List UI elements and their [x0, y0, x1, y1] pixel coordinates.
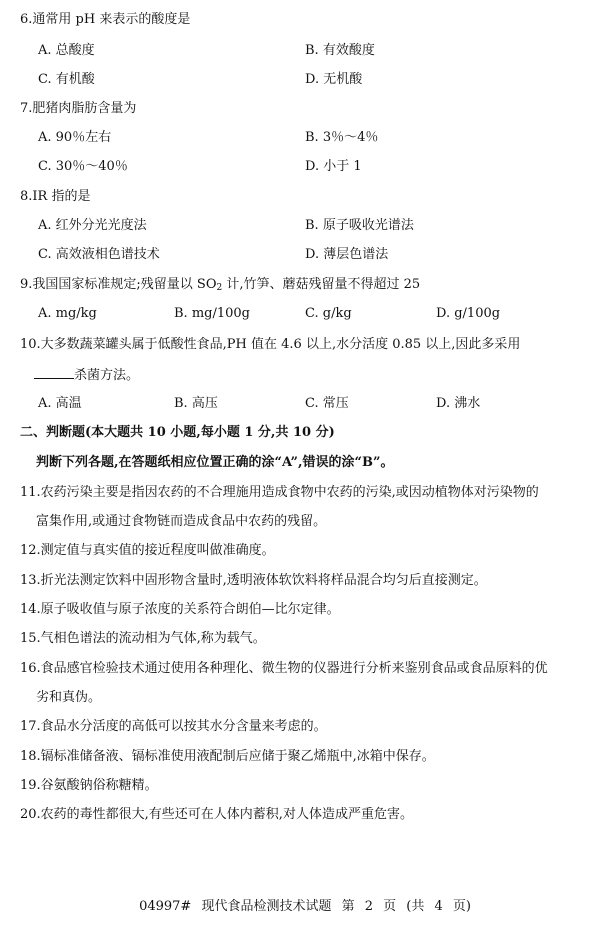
question-6-option-d: D. 无机酸: [305, 72, 363, 87]
question-6-stem: 6.通常用 pH 来表示的酸度是: [20, 12, 191, 27]
tf-item-11-line-2: 富集作用,或通过食物链而造成食品中农药的残留。: [36, 514, 327, 529]
question-9-option-d: D. g/100g: [436, 306, 501, 321]
tf-item-13: 13.折光法测定饮料中固形物含量时,透明液体软饮料将样品混合均匀后直接测定。: [20, 573, 487, 588]
question-6-option-c: C. 有机酸: [38, 72, 95, 87]
question-6-option-a: A. 总酸度: [38, 43, 95, 58]
tf-item-18: 18.镉标准储备液、镉标准使用液配制后应储于聚乙烯瓶中,冰箱中保存。: [20, 749, 435, 764]
question-10-stem-continued: 杀菌方法。: [20, 366, 139, 385]
question-10-option-c: C. 常压: [305, 396, 349, 411]
section-instruction: 判断下列各题,在答题纸相应位置正确的涂“A”,错误的涂“B”。: [36, 455, 394, 470]
question-7-stem: 7.肥猪肉脂肪含量为: [20, 101, 137, 116]
question-8-stem: 8.IR 指的是: [20, 189, 91, 204]
subscript-2: 2: [216, 283, 223, 293]
question-8-option-c: C. 高效液相色谱技术: [38, 247, 160, 262]
tf-item-16-line-1: 16.食品感官检验技术通过使用各种理化、微生物的仪器进行分析来鉴别食品或食品原料的优: [20, 661, 548, 676]
question-7-option-c: C. 30％～40％: [38, 159, 128, 174]
tf-item-11-line-1: 11.农药污染主要是指因农药的不合理施用造成食物中农药的污染,或因动植物体对污染物的: [20, 485, 539, 500]
tf-item-20: 20.农药的毒性都很大,有些还可在人体内蓄积,对人体造成严重危害。: [20, 807, 413, 822]
tf-item-15: 15.气相色谱法的流动相为气体,称为载气。: [20, 631, 266, 646]
tf-item-17: 17.食品水分活度的高低可以按其水分含量来考虑的。: [20, 719, 327, 734]
tf-item-14: 14.原子吸收值与原子浓度的关系符合朗伯—比尔定律。: [20, 602, 340, 617]
question-8-option-d: D. 薄层色谱法: [305, 247, 389, 262]
question-10-option-d: D. 沸水: [436, 396, 481, 411]
question-7-option-b: B. 3％～4％: [305, 130, 379, 145]
question-7-option-a: A. 90％左右: [38, 130, 112, 145]
tf-item-12: 12.测定值与真实值的接近程度叫做准确度。: [20, 543, 275, 558]
question-8-option-b: B. 原子吸收光谱法: [305, 218, 414, 233]
question-8-option-a: A. 红外分光光度法: [38, 218, 147, 233]
question-9-option-b: B. mg/100g: [174, 306, 250, 321]
question-7-option-d: D. 小于 1: [305, 159, 362, 174]
question-10-option-a: A. 高温: [38, 396, 82, 411]
question-9-option-a: A. mg/kg: [38, 306, 97, 321]
tf-item-19: 19.谷氨酸钠俗称糖精。: [20, 778, 158, 793]
question-6-option-b: B. 有效酸度: [305, 43, 375, 58]
tf-item-16-line-2: 劣和真伪。: [36, 690, 102, 705]
question-9-stem: 9.我国国家标准规定;残留量以 $SO_2$ 计,竹笋、蘑菇残留量不得超过 25: [20, 277, 421, 293]
question-10-option-b: B. 高压: [174, 396, 218, 411]
question-10-stem: 10.大多数蔬菜罐头属于低酸性食品,PH 值在 4.6 以上,水分活度 0.85 以上,因此多采用: [20, 337, 521, 352]
section-title: 二、判断题(本大题共 10 小题,每小题 1 分,共 10 分): [20, 425, 335, 440]
question-9-option-c: C. g/kg: [305, 306, 352, 321]
answer-blank: [34, 366, 74, 379]
page-footer: 04997# 现代食品检测技术试题 第 2 页 (共 4 页): [139, 899, 471, 914]
